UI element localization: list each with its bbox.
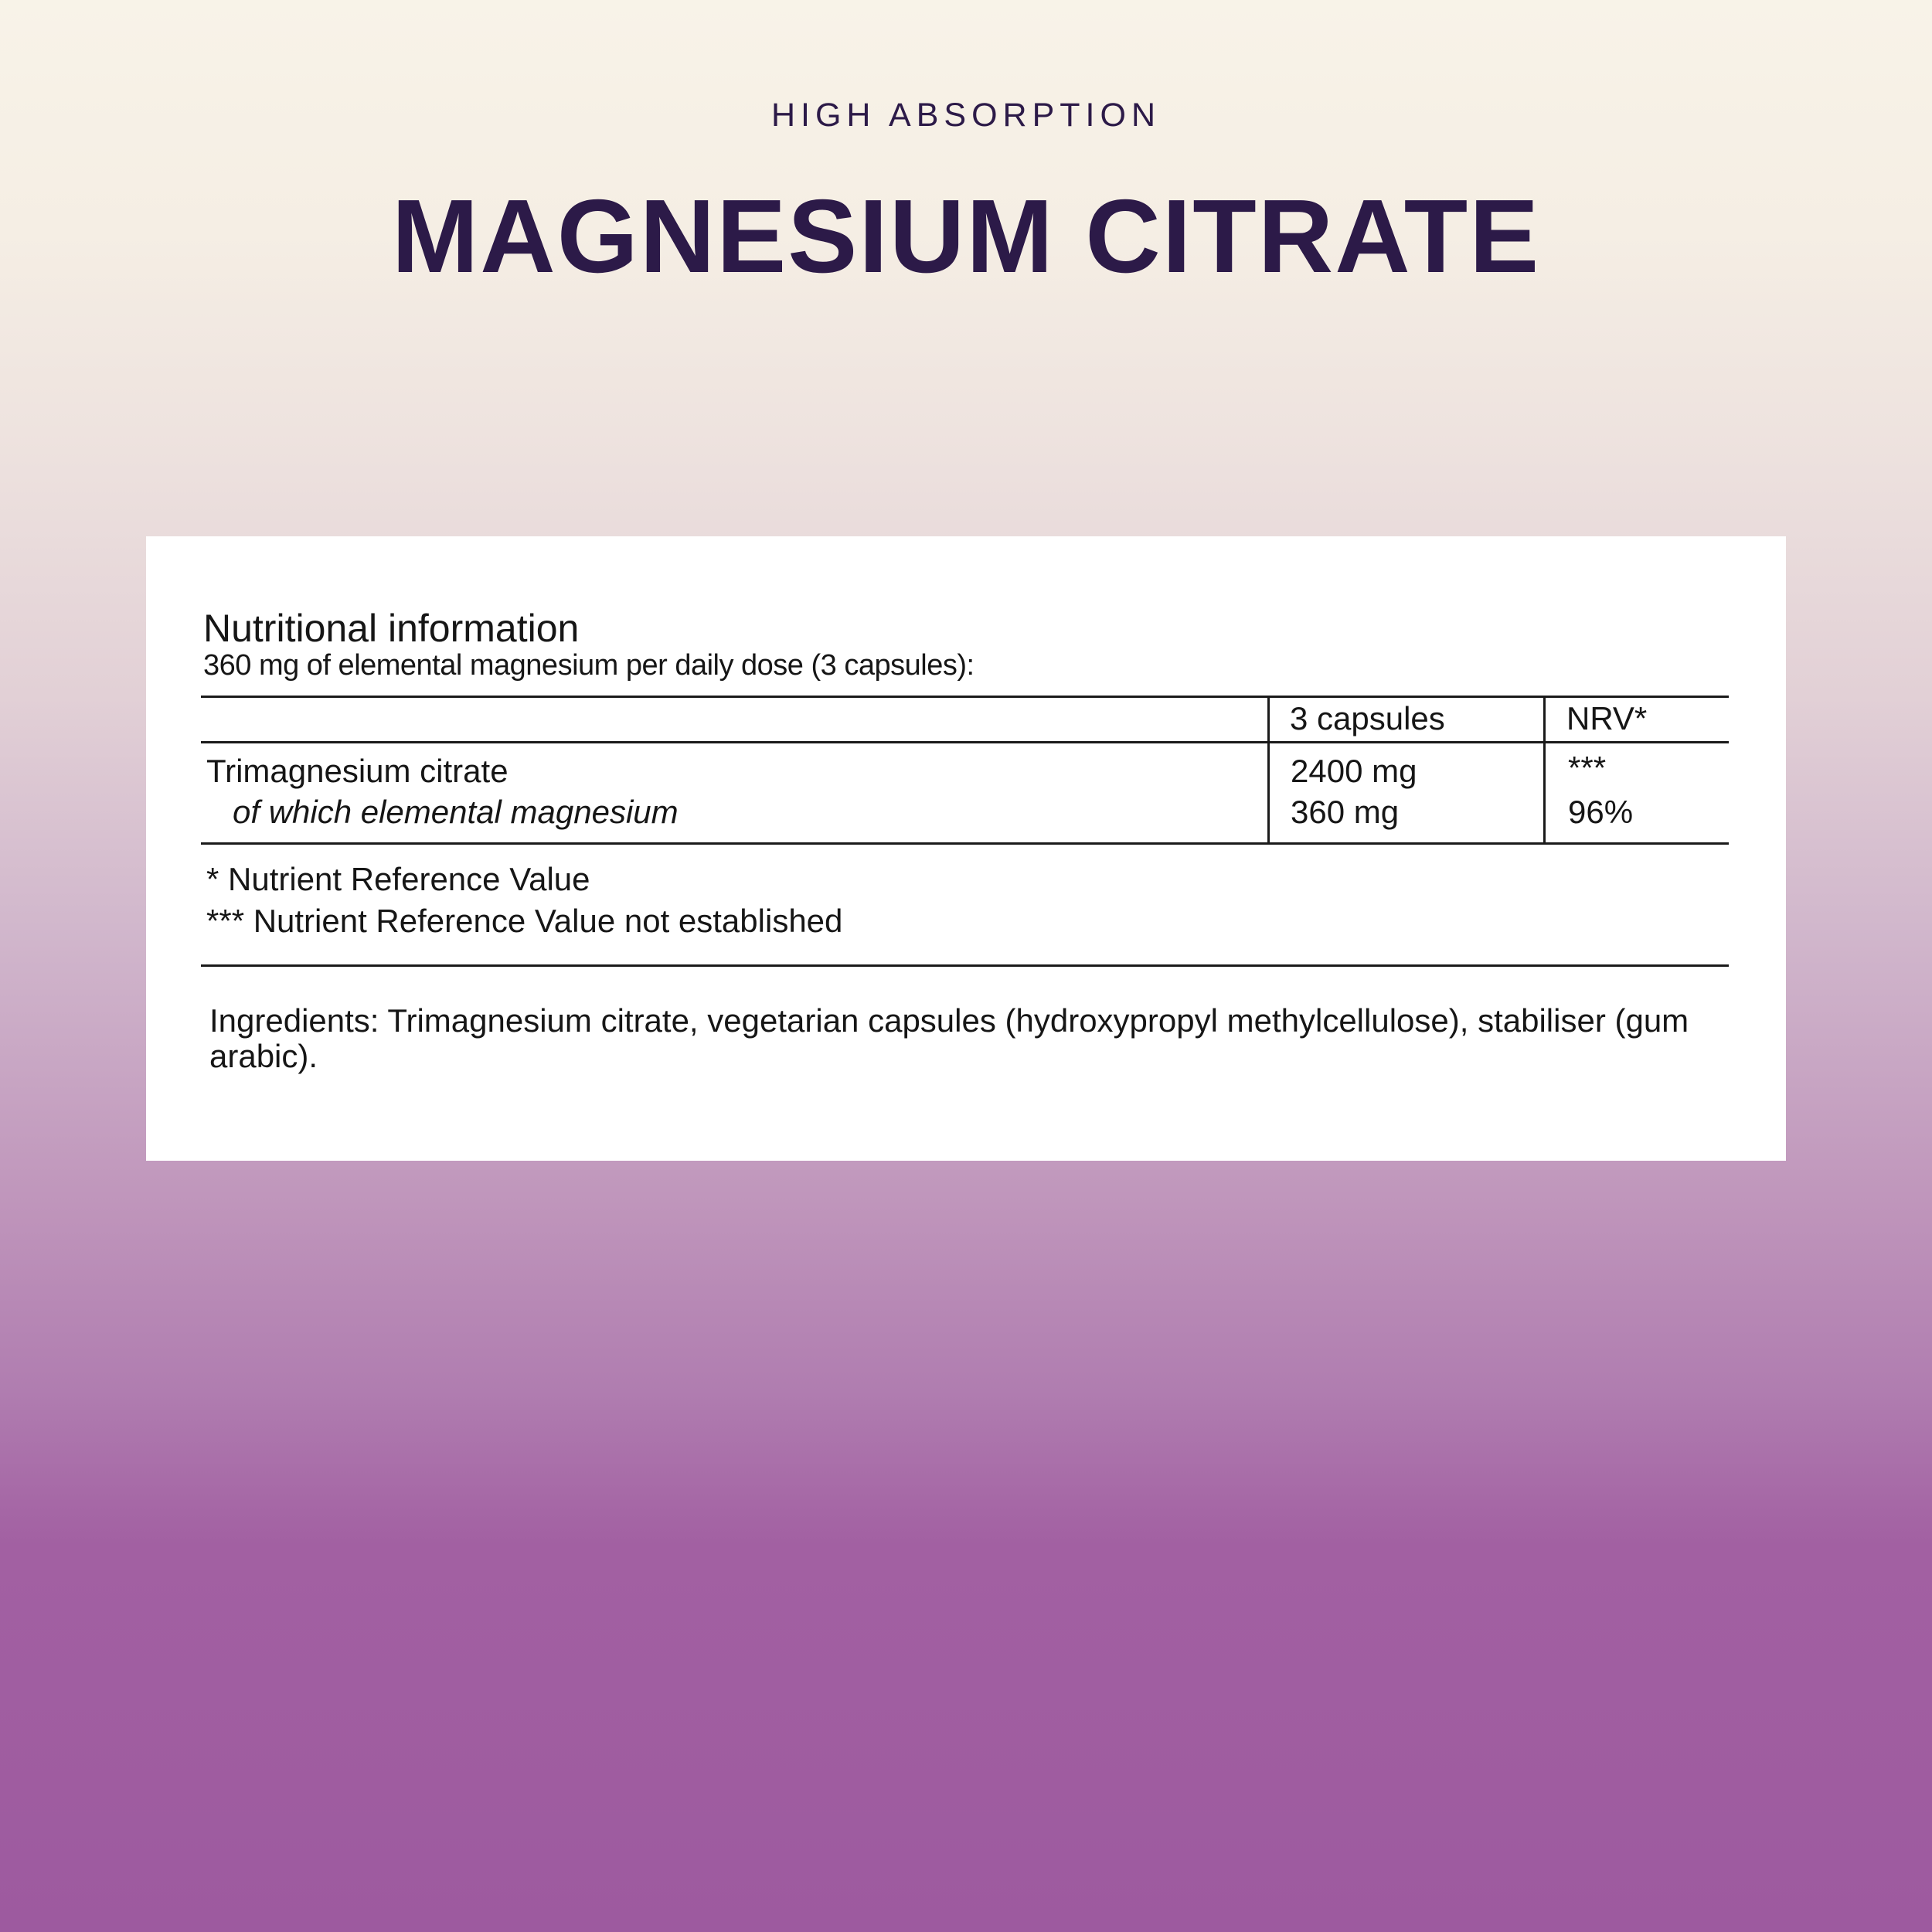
column-divider-amount [1267, 696, 1270, 845]
table-header-rule [201, 741, 1729, 743]
footnote: *** Nutrient Reference Value not established [206, 903, 843, 939]
table-row-nrv: *** [1568, 750, 1607, 786]
tagline: HIGH ABSORPTION [770, 97, 1161, 134]
nutrition-subheading: 360 mg of elemental magnesium per daily dose (3 capsules): [203, 649, 975, 682]
table-row-amount: 2400 mg [1291, 753, 1417, 789]
nutrition-panel [146, 536, 1786, 1161]
nutrition-heading: Nutritional information [203, 607, 580, 650]
table-top-rule [201, 696, 1729, 698]
footnote: * Nutrient Reference Value [206, 861, 590, 897]
table-row-name: Trimagnesium citrate [206, 753, 509, 789]
table-bottom-rule [201, 842, 1729, 845]
column-header-nrv: NRV* [1566, 700, 1648, 736]
table-row-name: of which elemental magnesium [233, 794, 679, 830]
table-row-nrv: 96% [1568, 794, 1634, 830]
column-header-amount: 3 capsules [1290, 700, 1445, 736]
table-row-amount: 360 mg [1291, 794, 1400, 830]
product-title: MAGNESIUM CITRATE [391, 178, 1541, 294]
ingredients-text: Ingredients: Trimagnesium citrate, vegetarian capsules (hydroxypropyl methylcellulose), stabiliser (gum arabic). [209, 1002, 1689, 1074]
footnote-rule [201, 964, 1729, 967]
column-divider-nrv [1543, 696, 1546, 845]
